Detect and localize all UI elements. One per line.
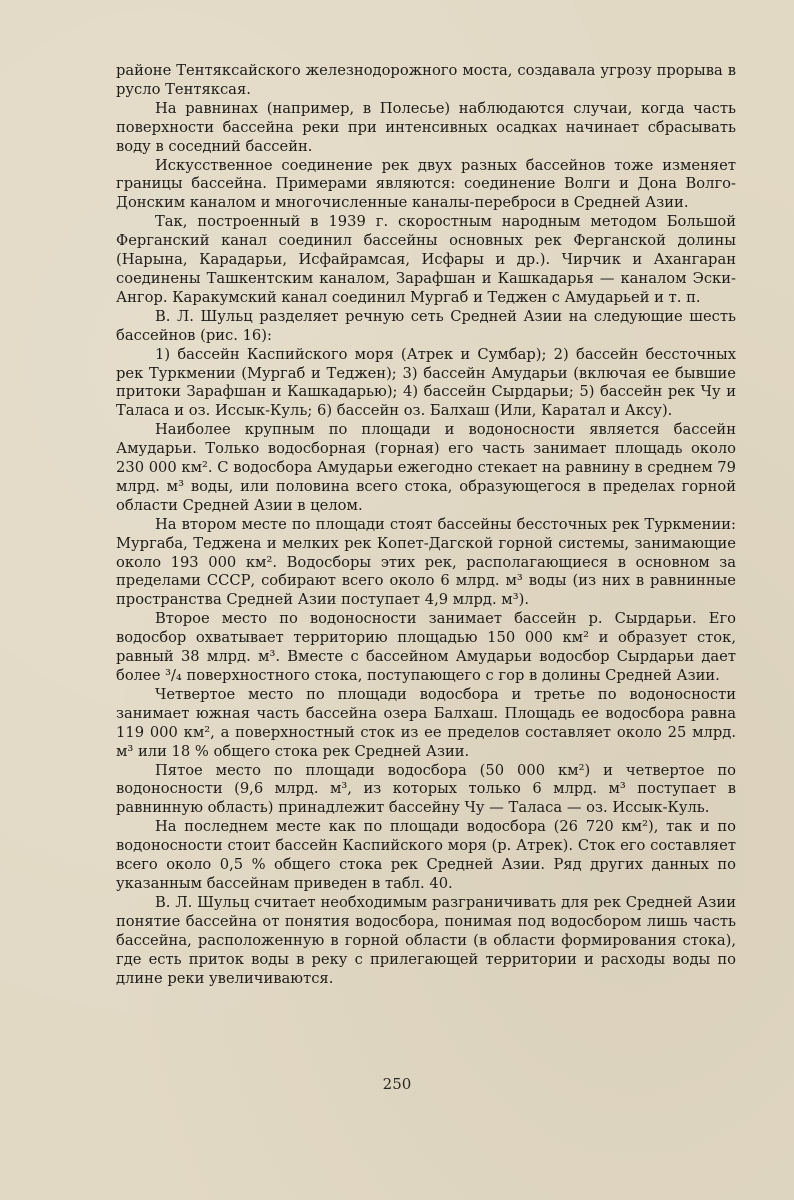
page-number: 250 [382,1075,412,1093]
paragraph-5: В. Л. Шульц разделяет речную сеть Средней Азии на следующие шесть бассейнов (рис. 16): [116,307,736,344]
paragraph-6: 1) бассейн Каспийского моря (Атрек и Сумбар); 2) бассейн бессточных рек Туркмении (Мургаб и Теджен); 3) бассейн Амударьи (включая ее бывшие притоки Зарафшан и Кашкадарью); 4) бассейн Сырдарьи; 5) бассейн рек Чу и Таласа и оз. Иссык-Куль; 6) бассейн оз. Балхаш (Или, Каратал и Аксу). [116,345,736,420]
paragraph-12: На последнем месте как по площади водосбора (26 720 км²), так и по водоносности стоит бассейн Каспийского моря (р. Атрек). Сток его составляет всего около 0,5 % общего стока рек Средней Азии. Ряд других данных по указанным бассейнам приведен в табл. 40. [116,818,736,892]
paragraph-7: Наиболее крупным по площади и водоносности является бассейн Амударьи. Только водосборная (горная) его часть занимает площадь около 230 000 км². С водосбора Амударьи ежегодно стекает на равнину в среднем 79 млрд. м³ воды, или половина всего стока, образующегося в пределах горной области Средней Азии в целом. [116,421,736,514]
paragraph-8: На втором месте по площади стоят бассейны бессточных рек Туркмении: Мургаба, Теджена и мелких рек Копет-Дагской горной системы, занимающие около 193 000 км². Водосборы этих рек, располагающиеся в основном за пределами СССР, собирают всего около 6 млрд. м³ воды (из них в равнинные пространства Средней Азии поступает 4,9 млрд. м³). [116,515,736,609]
paragraph-2: На равнинах (например, в Полесье) наблюдаются случаи, когда часть поверхности бассейна реки при интенсивных осадках начинает сбрасывать воду в соседний бассейн. [116,99,736,155]
paragraph-1: районе Тентяксайского железнодорожного моста, создавала угрозу прорыва в русло Тентяксая. [116,62,736,98]
paragraph-11: Пятое место по площади водосбора (50 000 км²) и четвертое по водоносности (9,6 млрд. м³, из которых только 6 млрд. м³ поступает в равнинную область) принадлежит бассейну Чу — Таласа — оз. Иссык-Куль. [116,761,736,817]
paragraph-13: В. Л. Шульц считает необходимым разграничивать для рек Средней Азии понятие бассейна от понятия водосбора, понимая под водосбором лишь часть бассейна, расположенную в горной области (в области формирования стока), где есть приток воды в реку с прилегающей территории и расходы воды по длине реки увеличиваются. [116,893,736,987]
paragraph-9: Второе место по водоносности занимает бассейн р. Сырдарьи. Его водосбор охватывает территорию площадью 150 000 км² и образует сток, равный 38 млрд. м³. Вместе с бассейном Амударьи водосбор Сырдарьи дает более ³/₄ поверхностного стока, поступающего с гор в долины Средней Азии. [116,610,736,684]
body-text [116,62,736,988]
paragraph-4: Так, построенный в 1939 г. скоростным народным методом Большой Ферганский канал соединил бассейны основных рек Ферганской долины (Нарына, Карадарьи, Исфайрамсая, Исфары и др.). Чирчик и Ахангаран соединены Ташкентским каналом, Зарафшан и Кашкадарья — каналом Эски-Ангор. Каракумский канал соединил Мургаб и Теджен с Амударьей и т. п. [116,213,736,306]
paragraph-3: Искусственное соединение рек двух разных бассейнов тоже изменяет границы бассейна. Примерами являются: соединение Волги и Дона Волго-Донским каналом и многочисленные каналы-переброси в Средней Азии. [116,156,736,212]
paragraph-10: Четвертое место по площади водосбора и третье по водоносности занимает южная часть бассейна озера Балхаш. Площадь ее водосбора равна 119 000 км², а поверхностный сток из ее пределов составляет около 25 млрд. м³ или 18 % общего стока рек Средней Азии. [116,685,736,760]
